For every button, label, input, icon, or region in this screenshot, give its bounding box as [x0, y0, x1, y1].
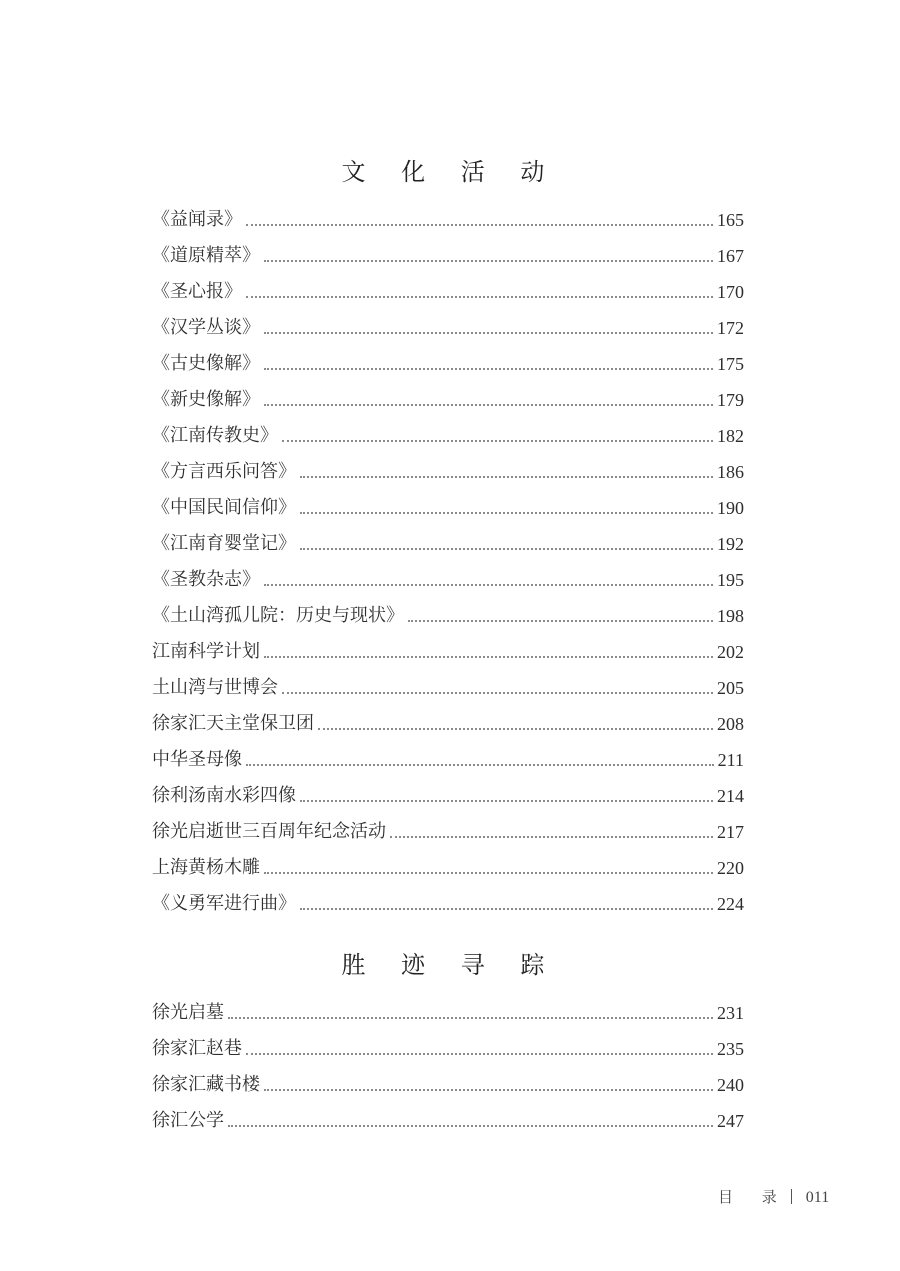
dot-leader: [228, 1125, 713, 1127]
dot-leader: [282, 692, 713, 694]
toc-entry-title: 《土山湾孤儿院：历史与现状》: [152, 605, 404, 626]
toc-entry-page: 214: [717, 786, 744, 806]
toc-entry-page: 235: [717, 1039, 744, 1059]
footer-divider: [791, 1189, 792, 1204]
dot-leader: [264, 368, 713, 370]
toc-entry-title: 《江南育婴堂记》: [152, 533, 296, 554]
toc-entry[interactable]: [152, 1031, 744, 1067]
toc-entry[interactable]: [152, 598, 744, 634]
toc-entry[interactable]: [152, 526, 744, 562]
toc-entry-title: 江南科学计划: [152, 641, 260, 662]
toc-entry-title: 徐光启墓: [152, 1002, 224, 1023]
toc-entry-title: 《圣教杂志》: [152, 569, 260, 590]
toc-entry[interactable]: [152, 1103, 744, 1139]
toc-entry[interactable]: [152, 454, 744, 490]
toc-entry-page: 231: [717, 1003, 744, 1023]
toc-entry[interactable]: [152, 995, 744, 1031]
toc-entry-title: 徐汇公学: [152, 1110, 224, 1131]
toc-entry-title: 《中国民间信仰》: [152, 497, 296, 518]
toc-entry-title: 《汉学丛谈》: [152, 317, 260, 338]
toc-entry-title: 《江南传教史》: [152, 425, 278, 446]
toc-entry[interactable]: [152, 670, 744, 706]
dot-leader: [264, 332, 713, 334]
toc-entry-page: 205: [717, 678, 744, 698]
dot-leader: [300, 512, 713, 514]
dot-leader: [264, 584, 713, 586]
toc-entry-title: 徐光启逝世三百周年纪念活动: [152, 821, 386, 842]
dot-leader: [318, 728, 713, 730]
toc-entry-title: 《圣心报》: [152, 281, 242, 302]
toc-entry[interactable]: [152, 814, 744, 850]
toc-entry-page: 195: [717, 570, 744, 590]
toc-entry[interactable]: [152, 742, 744, 778]
toc-entry[interactable]: [152, 238, 744, 274]
toc-entry[interactable]: [152, 382, 744, 418]
toc-entry-page: 167: [717, 246, 744, 266]
toc-entry-page: 211: [717, 750, 744, 770]
dot-leader: [264, 260, 713, 262]
toc-entry-page: 217: [717, 822, 744, 842]
section-title-culture: 文 化 活 动: [341, 158, 559, 186]
toc-entry[interactable]: [152, 202, 744, 238]
dot-leader: [246, 224, 713, 226]
toc-entry-title: 《益闻录》: [152, 209, 242, 230]
dot-leader: [300, 800, 713, 802]
dot-leader: [300, 476, 713, 478]
toc-entry-page: 208: [717, 714, 744, 734]
toc-entry[interactable]: [152, 706, 744, 742]
toc-entry-page: 202: [717, 642, 744, 662]
dot-leader: [390, 836, 713, 838]
dot-leader: [264, 656, 713, 658]
toc-entry-page: 220: [717, 858, 744, 878]
toc-entry-page: 182: [717, 426, 744, 446]
toc-entry-page: 179: [717, 390, 744, 410]
dot-leader: [264, 404, 713, 406]
toc-entry[interactable]: [152, 886, 744, 922]
dot-leader: [246, 296, 713, 298]
toc-entry-title: 徐利汤南水彩四像: [152, 785, 296, 806]
toc-entry-title: 土山湾与世博会: [152, 677, 278, 698]
dot-leader: [300, 908, 713, 910]
toc-entry-page: 165: [717, 210, 744, 230]
toc-entry-page: 192: [717, 534, 744, 554]
dot-leader: [228, 1017, 713, 1019]
toc-entry[interactable]: [152, 418, 744, 454]
dot-leader: [264, 872, 713, 874]
toc-entry-page: 224: [717, 894, 744, 914]
footer-section-label: 目 录: [718, 1188, 789, 1206]
toc-entry[interactable]: [152, 778, 744, 814]
page-footer: [718, 1186, 829, 1207]
toc-entry[interactable]: [152, 490, 744, 526]
dot-leader: [300, 548, 713, 550]
toc-entry-title: 徐家汇赵巷: [152, 1038, 242, 1059]
toc-entry-page: 190: [717, 498, 744, 518]
toc-entry-title: 《古史像解》: [152, 353, 260, 374]
toc-entry[interactable]: [152, 346, 744, 382]
dot-leader: [264, 1089, 713, 1091]
toc-entry-title: 《新史像解》: [152, 389, 260, 410]
toc-entry-title: 《义勇军进行曲》: [152, 893, 296, 914]
toc-entry-page: 172: [717, 318, 744, 338]
toc-entry[interactable]: [152, 634, 744, 670]
toc-list-sites: [152, 995, 744, 1139]
toc-entry-title: 中华圣母像: [152, 749, 242, 770]
toc-entry[interactable]: [152, 562, 744, 598]
dot-leader: [246, 764, 714, 766]
page-number: 011: [805, 1189, 830, 1206]
toc-entry[interactable]: [152, 850, 744, 886]
toc-entry-page: 175: [717, 354, 744, 374]
toc-entry[interactable]: [152, 1067, 744, 1103]
toc-entry-title: 徐家汇藏书楼: [152, 1074, 260, 1095]
toc-entry-title: 《道原精萃》: [152, 245, 260, 266]
toc-entry-page: 170: [717, 282, 744, 302]
dot-leader: [408, 620, 713, 622]
toc-entry-page: 240: [717, 1075, 744, 1095]
dot-leader: [282, 440, 713, 442]
toc-list-culture: [152, 202, 744, 922]
toc-entry-title: 《方言西乐问答》: [152, 461, 296, 482]
toc-entry[interactable]: [152, 310, 744, 346]
toc-entry-page: 186: [717, 462, 744, 482]
section-title-sites: 胜 迹 寻 踪: [341, 951, 559, 979]
toc-entry-title: 徐家汇天主堂保卫团: [152, 713, 314, 734]
toc-entry[interactable]: [152, 274, 744, 310]
toc-entry-page: 198: [717, 606, 744, 626]
toc-entry-page: 247: [717, 1111, 744, 1131]
toc-entry-title: 上海黄杨木雕: [152, 857, 260, 878]
dot-leader: [246, 1053, 713, 1055]
